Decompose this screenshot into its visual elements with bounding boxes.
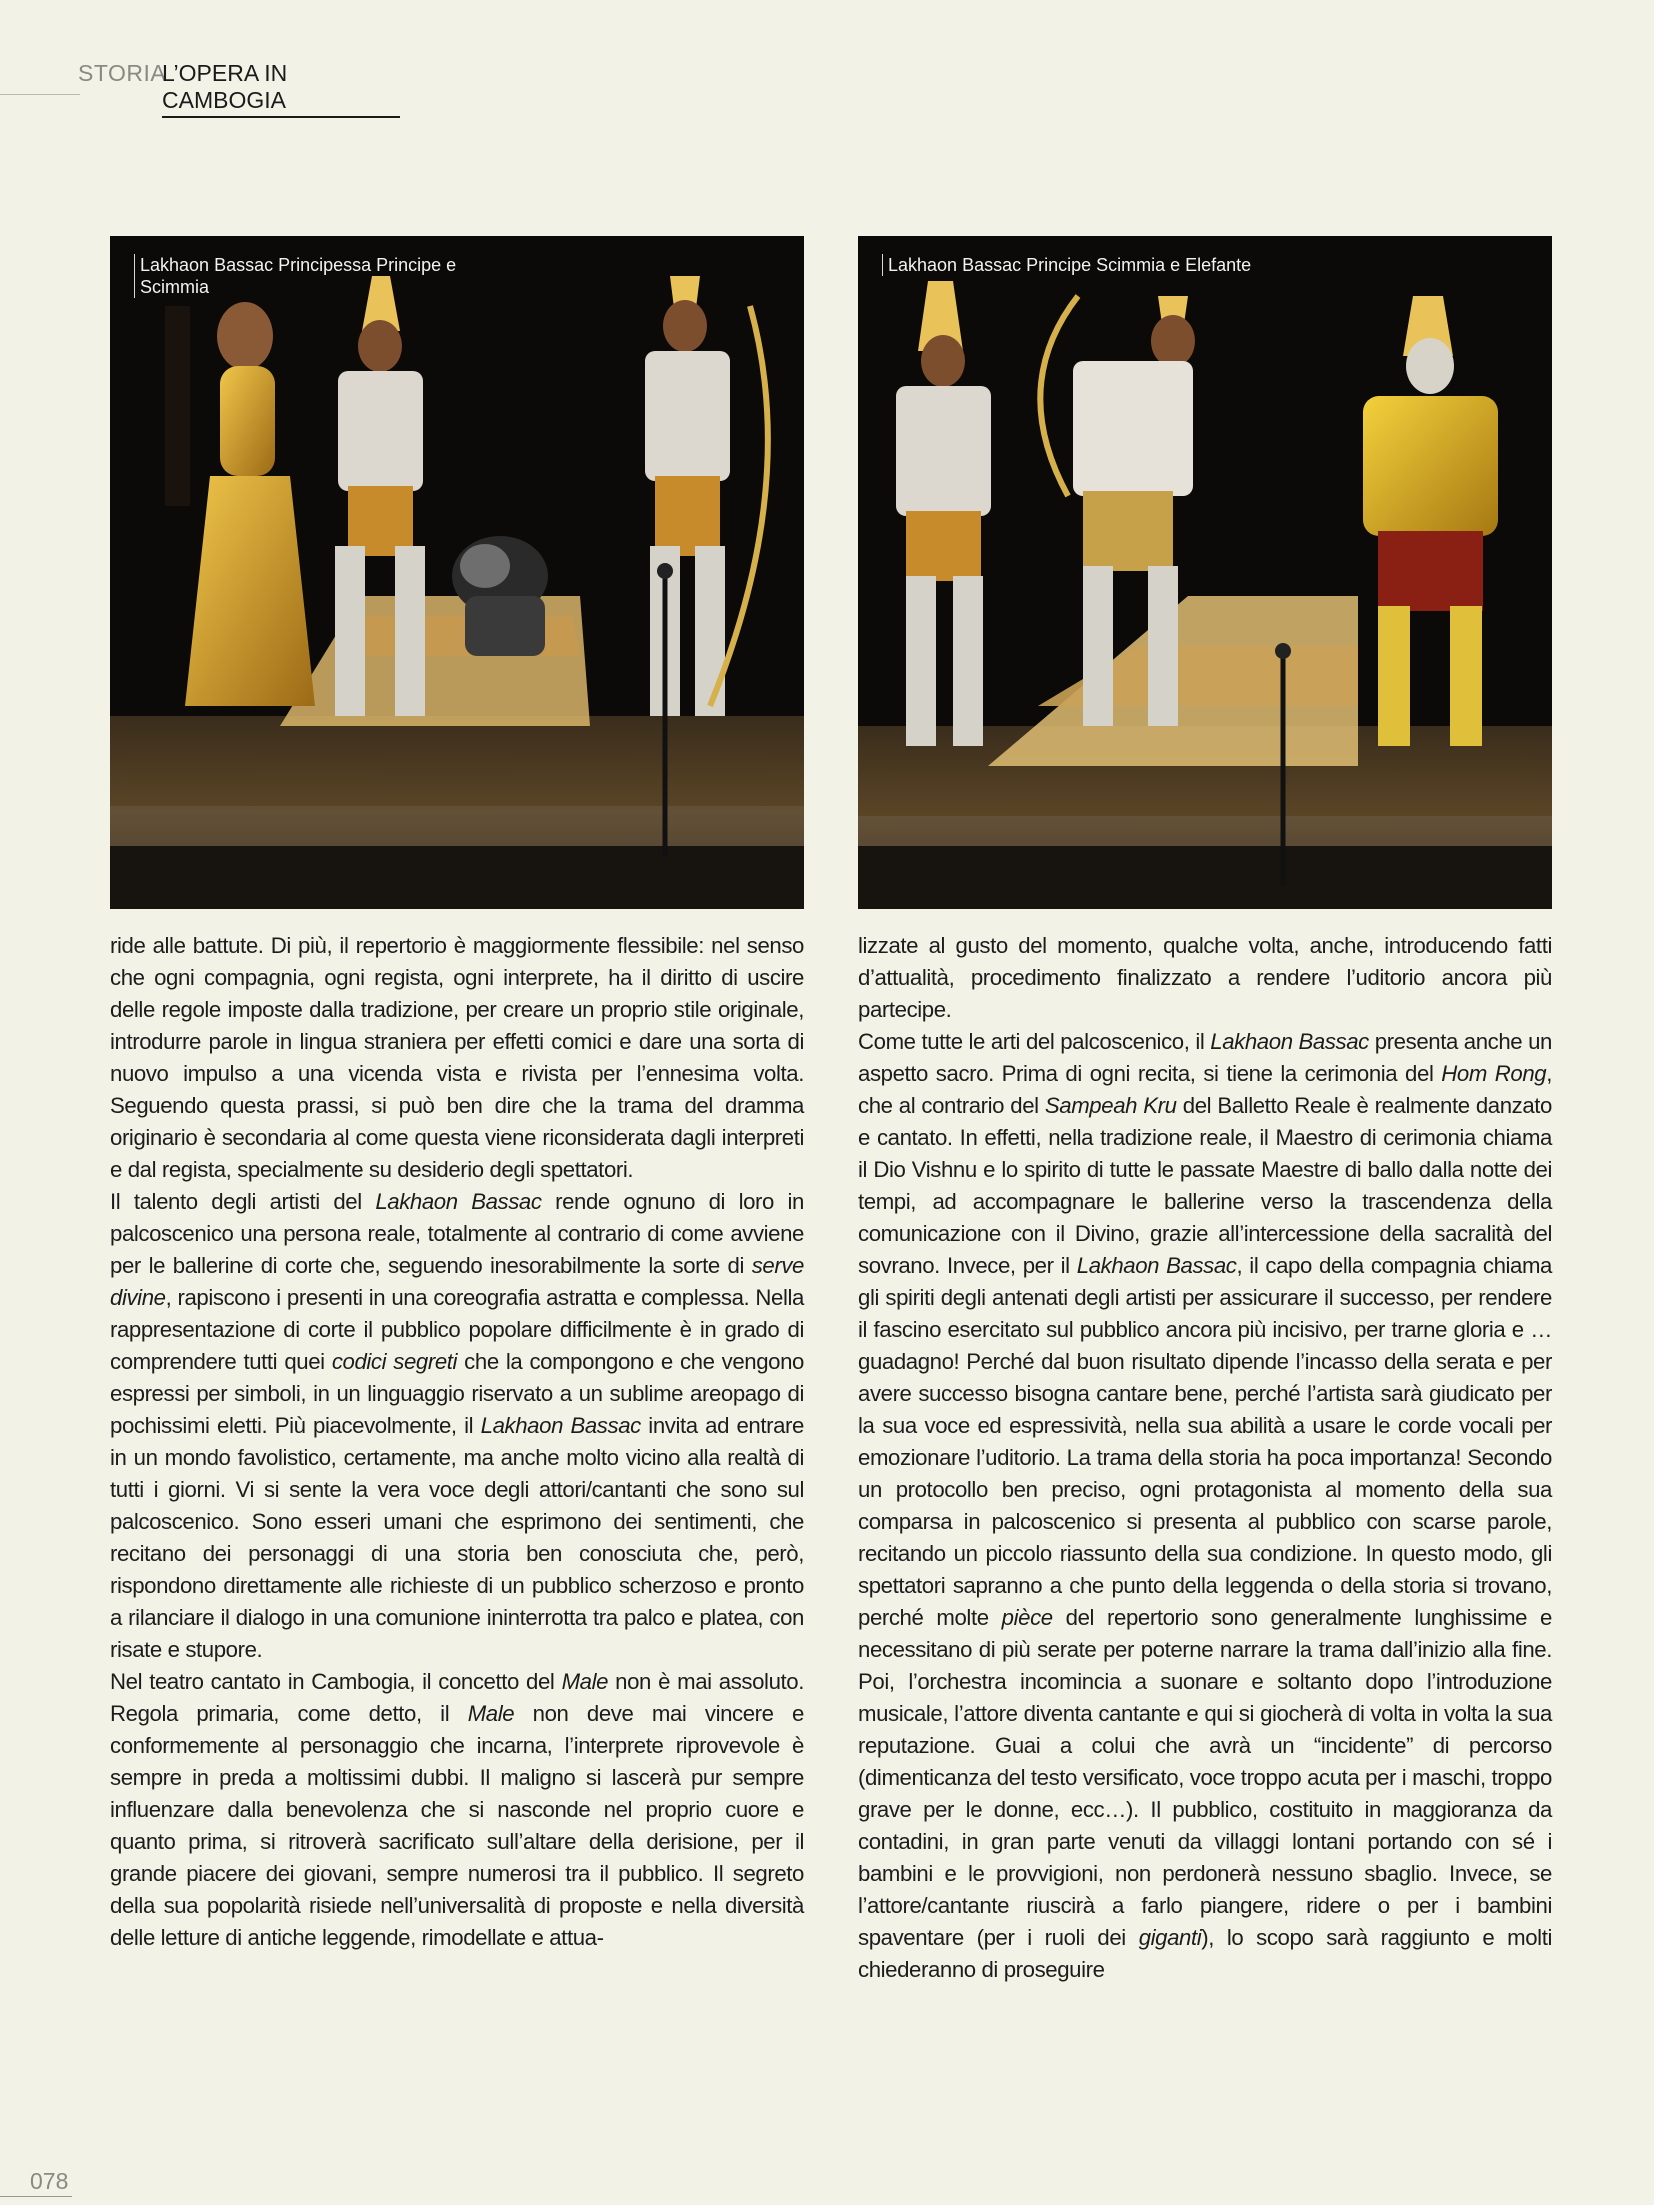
paragraph <box>110 930 804 1186</box>
section-label: STORIA <box>78 60 167 86</box>
text-column-left <box>110 930 804 1954</box>
italic-term: Lakhaon Bassac <box>1210 1029 1369 1054</box>
page-number-text: 078 <box>30 2168 69 2194</box>
text-run: del Balletto Reale è realmente danzato e cantato. In effetti, nella tradizione reale, il Maestro di cerimonia chiama il Dio Vishnu e lo spirito di tutte le passate Maestre di ballo dalla notte dei tempi, ad accompagnare le ballerine verso la trascendenza della comunicazione con il Divino, grazie all’intercessione della sacralità del sovrano. Invece, per il <box>858 1093 1552 1278</box>
italic-term: Sampeah Kru <box>1044 1093 1177 1118</box>
italic-term: Male <box>561 1669 609 1694</box>
topic-label: L’OPERA IN CAMBOGIA <box>162 60 400 118</box>
italic-term: Lakhaon Bassac <box>375 1189 542 1214</box>
stage-photo-right <box>858 236 1552 909</box>
paragraph <box>110 1186 804 1666</box>
stage-scene-left <box>110 236 804 909</box>
text-run: non deve mai vincere e conformemente al personaggio che incarna, l’interprete riprovevole è sempre in preda a moltissimi dubbi. Il maligno si lascerà pur sempre influenzare dalla benevolenza che si nasconde nel proprio cuore e quanto prima, si ritroverà sacrificato sull’altare della derisione, per il grande piacere dei giovani, sempre numerosi tra il pubblico. Il segreto della sua popolarità risiede nell’universalità di proposte e nella diversità delle letture di antiche leggende, rimodellate e attua- <box>110 1701 805 1950</box>
italic-term: pièce <box>1001 1605 1053 1630</box>
italic-term: codici segreti <box>331 1349 458 1374</box>
italic-term: Hom Rong <box>1441 1061 1547 1086</box>
stage-photo-left <box>110 236 804 909</box>
text-run: rende ognuno di loro in palcoscenico una persona reale, totalmente al contrario di come avviene per le ballerine di corte che, seguendo inesorabilmente la sorte di <box>110 1189 804 1278</box>
page-number-rule <box>0 2196 72 2197</box>
text-run: , il capo della compagnia chiama gli spiriti degli antenati degli artisti per assicurare il successo, per rendere il fascino esercitato sul pubblico ancora più incisivo, per trarne gloria e … guadagno! Perché dal buon risultato dipende l’incasso della serata e per avere successo bisogna cantare bene, perché l’artista sarà giudicato per la sua voce ed espressività, nella sua abilità a usare le corde vocali per emozionare l’uditorio. La trama della storia ha poca importanza! Secondo un protocollo ben preciso, ogni protagonista al momento della sua comparsa in palcoscenico si presenta al pubblico con scarse parole, recitando un piccolo riassunto della sua condizione. In questo modo, gli spettatori sapranno a che punto della leggenda o della storia si trovano, perché molte <box>858 1253 1553 1630</box>
paragraph <box>858 1026 1552 1986</box>
text-run: ride alle battute. Di più, il repertorio è maggiormente flessibile: nel senso che ogni compagnia, ogni regista, ogni interprete, ha il diritto di uscire delle regole imposte dalla tradizione, per creare un proprio stile originale, introdurre parole in lingua straniera per effetti comici e dare una sorta di nuovo impulso a una vicenda vista e rivista per l’ennesima volta. Seguendo questa prassi, si può ben dire che la trama del dramma originario è secondaria al come questa viene riconsiderata dagli interpreti e dal regista, specialmente su desiderio degli spettatori. <box>110 933 804 1182</box>
text-run: ), lo scopo sarà raggiunto e molti chiederanno di proseguire <box>858 1925 1552 1982</box>
text-run: , rapiscono i presenti in una coreografia astratta e complessa. Nella rappresentazione di corte il pubblico popolare difficilmente è in grado di comprendere tutti quei <box>110 1285 804 1374</box>
text-run: Nel teatro cantato in Cambogia, il concetto del <box>110 1669 562 1694</box>
text-run: del repertorio sono generalmente lunghissime e necessitano di più serate per poterne narrare la trama dall’inizio alla fine. Poi, l’orchestra incomincia a suonare e soltanto dopo l’introduzione musicale, l’attore diventa cantante e qui si giocherà di volta in volta la sua reputazione. Guai a colui che avrà un “incidente” di percorso (dimenticanza del testo versificato, voce troppo acuta per i maschi, troppo grave per le donne, ecc…). Il pubblico, costituito in maggioranza da contadini, in gran parte venuti da villaggi lontani portando con sé i bambini e le provvigioni, non perdonerà nessuno sbaglio. Invece, se l’attore/cantante riuscirà a farlo piangere, ridere o per i bambini spaventare (per i ruoli dei <box>858 1605 1553 1950</box>
italic-term: Lakhaon Bassac <box>1076 1253 1237 1278</box>
italic-term: Male <box>467 1701 515 1726</box>
paragraph <box>858 930 1552 1026</box>
stage-scene-right <box>858 236 1552 909</box>
text-run: che la compongono e che vengono espressi per simboli, in un linguaggio riservato a un sublime areopago di pochissimi eletti. Più piacevolmente, il <box>110 1349 804 1438</box>
italic-term: serve divine <box>110 1253 804 1310</box>
italic-term: Lakhaon Bassac <box>480 1413 641 1438</box>
text-run: Come tutte le arti del palcoscenico, il <box>858 1029 1211 1054</box>
text-run: , che al contrario del <box>858 1061 1552 1118</box>
photo-caption-left: Lakhaon Bassac Principessa Principe e Scimmia <box>134 254 470 298</box>
figure-monkey-left <box>452 536 548 656</box>
italic-term: giganti <box>1138 1925 1202 1950</box>
text-run: Il talento degli artisti del <box>110 1189 376 1214</box>
text-column-right <box>858 930 1552 1986</box>
text-run: non è mai assoluto. Regola primaria, come detto, il <box>110 1669 804 1726</box>
text-run: presenta anche un aspetto sacro. Prima di ogni recita, si tiene la cerimonia del <box>858 1029 1552 1086</box>
text-run: invita ad entrare in un mondo favolistico, certamente, ma anche molto vicino alla realtà di tutti i giorni. Vi si sente la vera voce degli attori/cantanti che sono sul palcoscenico. Sono esseri umani che esprimono dei sentimenti, che recitano dei personaggi di una storia ben conosciuta che, però, rispondono direttamente alle richieste di un pubblico scherzoso e pronto a rilanciare il dialogo in una comunione ininterrotta tra palco e platea, con risate e stupore. <box>110 1413 804 1662</box>
paragraph <box>110 1666 804 1954</box>
running-header <box>0 60 400 113</box>
text-run: lizzate al gusto del momento, qualche volta, anche, introducendo fatti d’attualità, procedimento finalizzato a rendere l’uditorio ancora più partecipe. <box>858 933 1552 1022</box>
page-number <box>0 2168 80 2198</box>
photo-caption-right: Lakhaon Bassac Principe Scimmia e Elefante <box>882 254 1308 276</box>
header-rule <box>0 94 80 95</box>
